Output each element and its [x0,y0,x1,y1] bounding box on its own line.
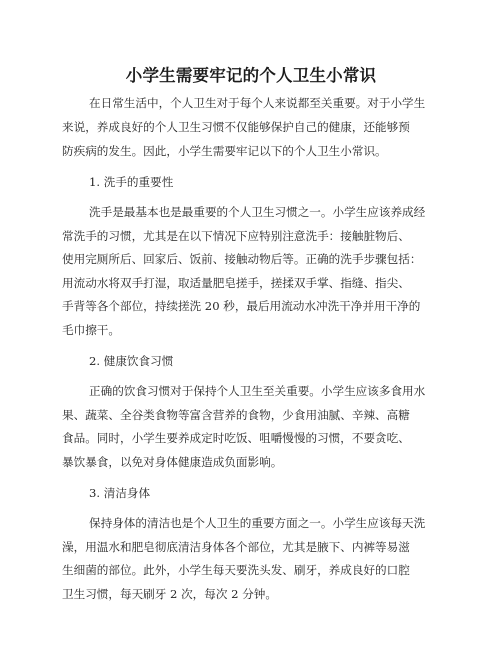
paragraph-line: 澡，用温水和肥皂彻底清洁身体各个部位，尤其是腋下、内裤等易滋 [62,540,410,554]
paragraph-line: 保持身体的清洁也是个人卫生的重要方面之一。小学生应该每天洗 [89,516,426,530]
paragraph-line: 手背等各个部位，持续搓洗 20 秒，最后用流动水冲洗干净并用干净的 [62,299,421,313]
document-title: 小学生需要牢记的个人卫生小常识 [125,66,377,85]
paragraph-line: 常洗手的习惯，尤其是在以下情况下应特别注意洗手：接触脏物后、 [62,229,410,243]
intro-line: 防疾病的发生。因此，小学生需要牢记以下的个人卫生小常识。 [62,144,387,158]
section-heading: 3. 清洁身体 [89,486,151,500]
paragraph-line: 食品。同时，小学生要养成定时吃饭、咀嚼慢慢的习惯，不要贪吃、 [62,431,410,445]
paragraph-line: 毛巾擦干。 [62,323,120,337]
paragraph-line: 暴饮暴食，以免对身体健康造成负面影响。 [62,455,283,469]
section-heading: 1. 洗手的重要性 [89,175,174,189]
paragraph-line: 用流动水将双手打湿，取适量肥皂搓手，搓揉双手掌、指缝、指尖、 [62,276,410,290]
section-heading: 2. 健康饮食习惯 [89,354,174,368]
paragraph-line: 果、蔬菜、全谷类食物等富含营养的食物，少食用油腻、辛辣、高糖 [62,408,410,422]
intro-line: 在日常生活中，个人卫生对于每个人来说都至关重要。对于小学生 [89,96,426,110]
paragraph-line: 卫生习惯，每天刷牙 2 次，每次 2 分钟。 [62,587,277,601]
paragraph-line: 生细菌的部位。此外，小学生每天要洗头发、刷牙，养成良好的口腔 [62,563,410,577]
paragraph-line: 洗手是最基本也是最重要的个人卫生习惯之一。小学生应该养成经 [89,205,426,219]
intro-line: 来说，养成良好的个人卫生习惯不仅能够保护自己的健康，还能够预 [62,120,410,134]
paragraph-line: 正确的饮食习惯对于保持个人卫生至关重要。小学生应该多食用水 [89,384,426,398]
paragraph-line: 使用完厕所后、回家后、饭前、接触动物后等。正确的洗手步骤包括： [62,252,422,266]
